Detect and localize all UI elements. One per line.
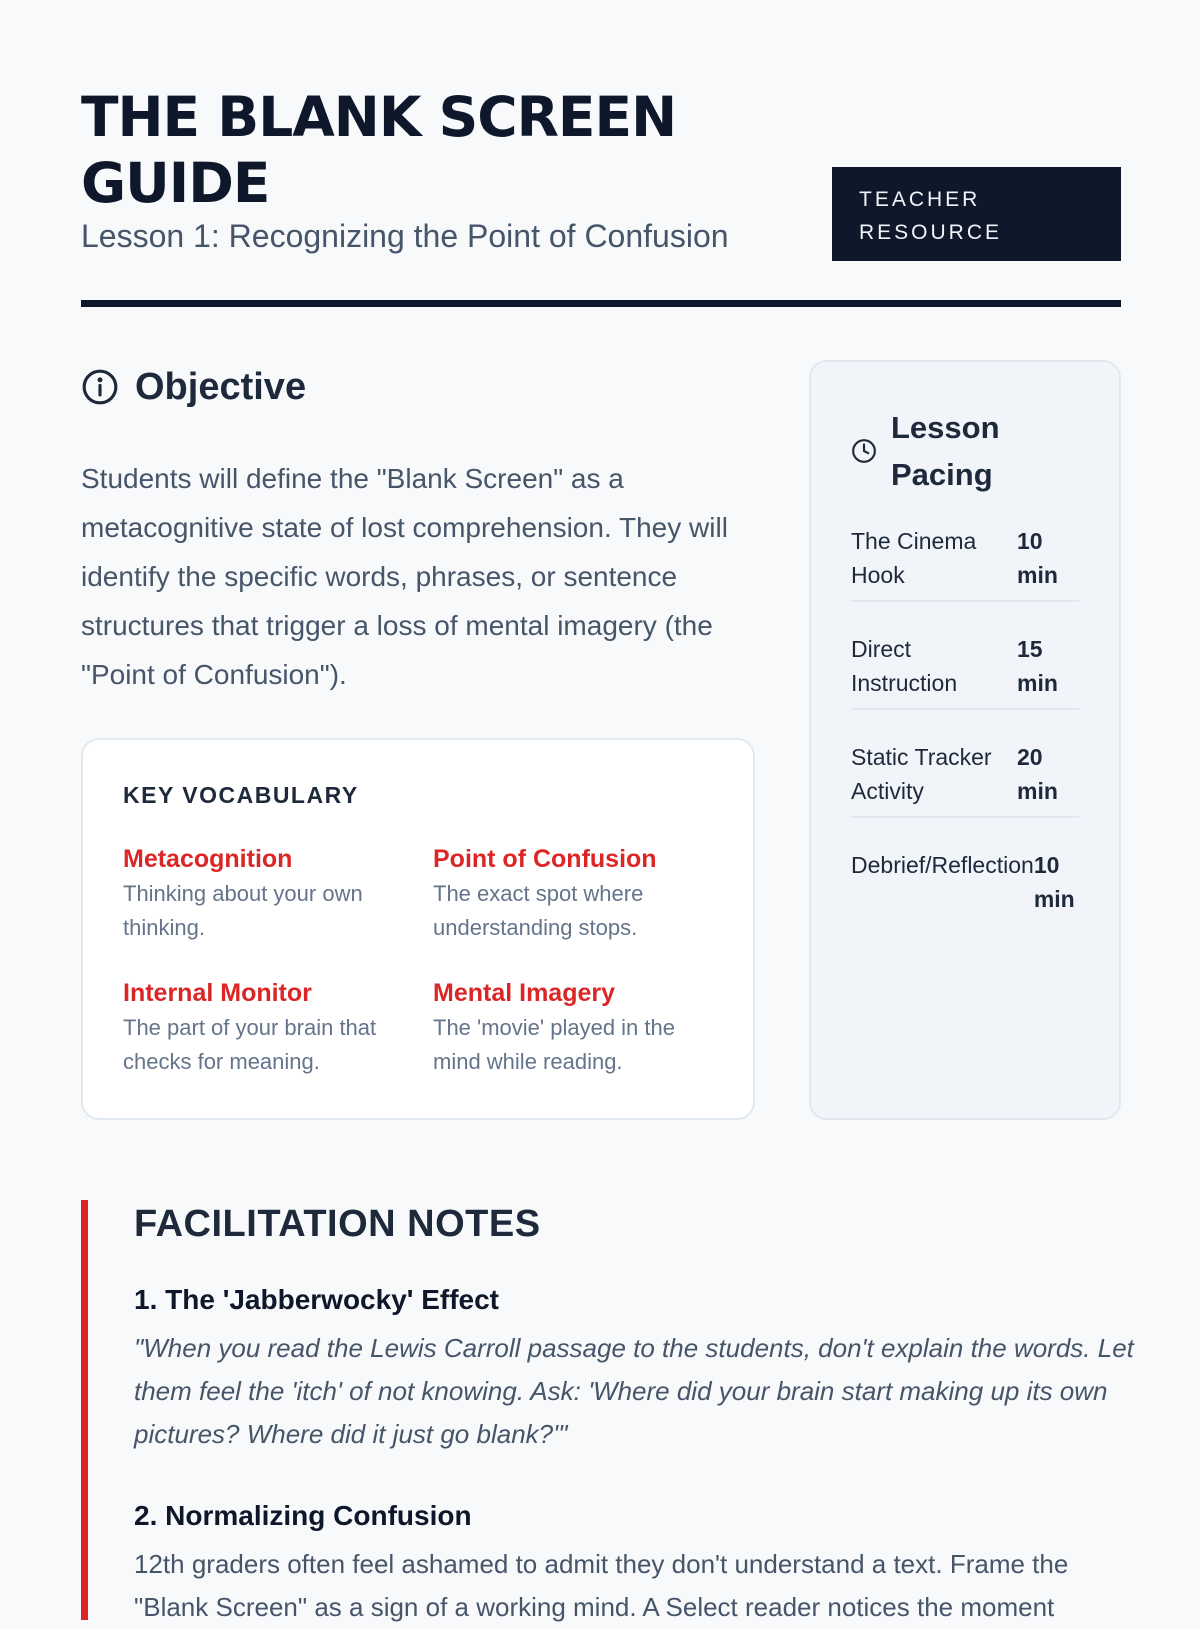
pacing-duration: 10 min bbox=[1017, 528, 1058, 588]
pacing-activity: Static Tracker Activity bbox=[851, 744, 992, 804]
pacing-row bbox=[851, 524, 1079, 602]
objective-heading bbox=[81, 362, 306, 412]
vocab-term: Internal Monitor bbox=[123, 979, 312, 1007]
note-title: 2. Normalizing Confusion bbox=[134, 1500, 472, 1531]
vocab-item bbox=[433, 977, 723, 1079]
clock-icon bbox=[851, 438, 877, 464]
document-title: THE BLANK SCREEN GUIDE bbox=[81, 85, 677, 215]
note-body: "When you read the Lewis Carroll passage to the students, don't explain the words. Let them feel the 'itch' of not knowing. Ask: 'Where did your brain start making up its own pictures? Where did it just go blank?'" bbox=[134, 1333, 1134, 1449]
vocab-term: Metacognition bbox=[123, 845, 293, 873]
info-icon bbox=[81, 368, 119, 406]
header-divider bbox=[81, 300, 1121, 307]
lesson-page bbox=[81, 0, 1134, 1622]
pacing-heading bbox=[851, 404, 1091, 498]
vocab-definition: The exact spot where understanding stops. bbox=[433, 881, 644, 940]
vocab-term: Mental Imagery bbox=[433, 979, 616, 1007]
pacing-row bbox=[851, 848, 1095, 924]
pacing-duration: 10 min bbox=[1033, 852, 1075, 912]
vocab-item bbox=[123, 977, 413, 1079]
vocab-term: Point of Confusion bbox=[433, 845, 657, 873]
vocab-item bbox=[123, 843, 413, 945]
vocabulary-title: KEY VOCABULARY bbox=[123, 782, 359, 808]
pacing-activity: Direct Instruction bbox=[851, 636, 958, 696]
vocab-definition: The 'movie' played in the mind while reading. bbox=[433, 1015, 675, 1074]
pacing-duration: 15 min bbox=[1017, 636, 1058, 696]
note-title: 1. The 'Jabberwocky' Effect bbox=[134, 1284, 499, 1315]
notes-title: FACILITATION NOTES bbox=[134, 1203, 541, 1245]
pacing-activity: Debrief/Reflection bbox=[851, 852, 1034, 878]
pacing-title: Lesson Pacing bbox=[891, 410, 1000, 492]
page-header bbox=[81, 0, 1121, 308]
vocab-definition: The part of your brain that checks for meaning. bbox=[123, 1015, 377, 1074]
facilitation-notes bbox=[81, 1200, 1134, 1622]
pacing-activity: The Cinema Hook bbox=[851, 528, 977, 588]
vocab-definition: Thinking about your own thinking. bbox=[123, 881, 363, 940]
pacing-duration: 20 min bbox=[1017, 744, 1058, 804]
pacing-row bbox=[851, 632, 1079, 710]
pacing-row bbox=[851, 740, 1079, 818]
vocab-item bbox=[433, 843, 723, 945]
lesson-pacing-card bbox=[809, 360, 1121, 1120]
lesson-subtitle: Lesson 1: Recognizing the Point of Confusion bbox=[81, 218, 729, 254]
objective-text: Students will define the "Blank Screen" as a metacognitive state of lost comprehension. They will identify the specific words, phrases, or sentence structures that trigger a loss of mental imagery (the "Point of Confusion"). bbox=[81, 463, 728, 690]
vocabulary-card bbox=[81, 738, 755, 1120]
teacher-resource-badge: TEACHER RESOURCE bbox=[832, 167, 1121, 261]
note-body: 12th graders often feel ashamed to admit they don't understand a text. Frame the "Blank Screen" as a sign of a working mind. A Select reader notices the moment bbox=[134, 1549, 1069, 1622]
objective-title: Objective bbox=[135, 365, 307, 408]
